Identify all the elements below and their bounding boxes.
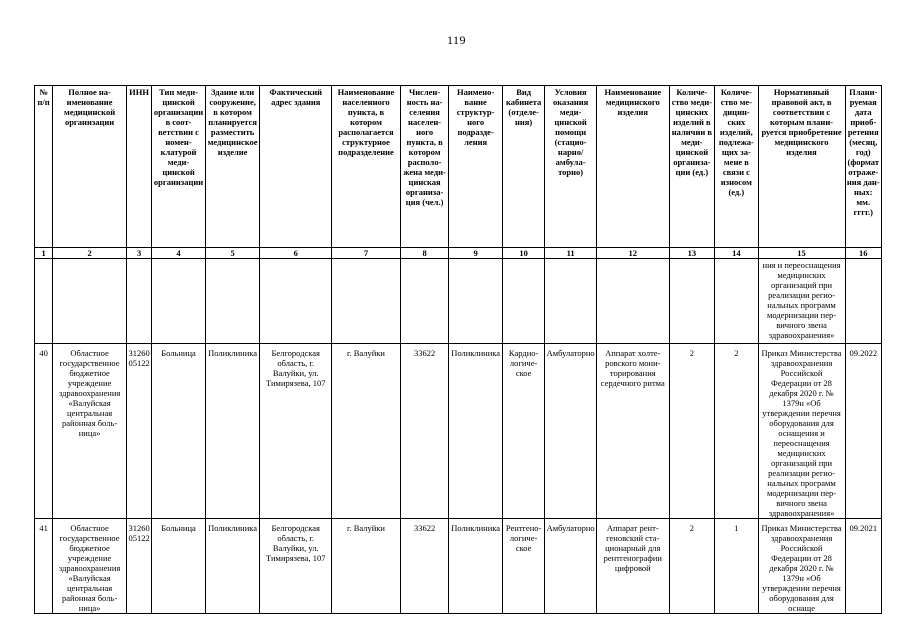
column-number: 2 xyxy=(53,248,127,259)
empty-cell xyxy=(53,259,127,344)
empty-cell xyxy=(35,259,53,344)
empty-cell xyxy=(449,259,503,344)
column-number-row xyxy=(35,248,882,259)
empty-cell xyxy=(502,259,544,344)
column-number: 8 xyxy=(400,248,449,259)
empty-cell xyxy=(400,259,449,344)
header-row xyxy=(35,86,882,248)
table-row xyxy=(35,344,882,519)
qty-have-cell: 2 xyxy=(669,519,714,614)
empty-cell xyxy=(545,259,597,344)
population-cell: 33622 xyxy=(400,344,449,519)
column-number: 5 xyxy=(205,248,260,259)
qty-replace-cell: 2 xyxy=(715,344,758,519)
column-number: 4 xyxy=(152,248,206,259)
org-type-cell: Больница xyxy=(152,344,206,519)
act-cell: Приказ Министерства здравоохранения Российской Федерации от 28 декабря 2020 г. № 1379н «Об утверждении перечня оборудования для оснащения и переоснащения медицинских организаций при реализации региональных программ модернизации первичного звена здравоохранения» xyxy=(758,344,845,519)
column-number: 16 xyxy=(845,248,882,259)
header-cell-locality: Наименование населенного пункта, в котором располагается структурное подразделение xyxy=(332,86,401,248)
empty-cell xyxy=(669,259,714,344)
header-cell-no: № п/п xyxy=(35,86,53,248)
unit-cell: Поликлиника xyxy=(449,519,503,614)
column-number: 7 xyxy=(332,248,401,259)
cabinet-cell: Рентгенологическое xyxy=(502,519,544,614)
column-number: 11 xyxy=(545,248,597,259)
locality-cell: г. Валуйки xyxy=(332,519,401,614)
equipment-table xyxy=(34,85,882,614)
qty-replace-cell: 1 xyxy=(715,519,758,614)
header-cell-building: Здание или сооружение, в котором планируется разместить медицинское изделие xyxy=(205,86,260,248)
cabinet-cell: Кардиологическое xyxy=(502,344,544,519)
column-number: 12 xyxy=(596,248,669,259)
empty-cell xyxy=(596,259,669,344)
empty-cell xyxy=(845,259,882,344)
header-cell-device: Наименование медицинского изделия xyxy=(596,86,669,248)
empty-cell xyxy=(332,259,401,344)
conditions-cell: Амбулаторно xyxy=(545,344,597,519)
header-cell-inn: ИНН xyxy=(126,86,151,248)
table-row xyxy=(35,519,882,614)
population-cell: 33622 xyxy=(400,519,449,614)
address-cell: Белгородская область, г. Валуйки, ул. Тимирязева, 107 xyxy=(260,519,332,614)
act-cell: Приказ Министерства здравоохранения Российской Федерации от 28 декабря 2020 г. № 1379н «Об утверждении перечня оборудования для оснаще xyxy=(758,519,845,614)
header-cell-conditions: Условия оказания медицинской помощи (стационарно/ амбулаторно) xyxy=(545,86,597,248)
empty-cell xyxy=(715,259,758,344)
building-cell: Поликлиника xyxy=(205,344,260,519)
row-number: 40 xyxy=(35,344,53,519)
qty-have-cell: 2 xyxy=(669,344,714,519)
column-number: 6 xyxy=(260,248,332,259)
continuation-row xyxy=(35,259,882,344)
inn-cell: 3126005122 xyxy=(126,519,151,614)
building-cell: Поликлиника xyxy=(205,519,260,614)
header-cell-qty-have: Количество медицинских изделий в наличии в медицинской организации (ед.) xyxy=(669,86,714,248)
column-number: 13 xyxy=(669,248,714,259)
empty-cell xyxy=(205,259,260,344)
conditions-cell: Амбулаторно xyxy=(545,519,597,614)
empty-cell xyxy=(152,259,206,344)
act-continuation-cell: ния и переоснащения медицинских организаций при реализации региональных программ модернизации первичного звена здравоохранения» xyxy=(758,259,845,344)
column-number: 3 xyxy=(126,248,151,259)
column-number: 10 xyxy=(502,248,544,259)
header-cell-qty-replace: Количество медицинских изделий, подлежащих замене в связи с износом (ед.) xyxy=(715,86,758,248)
header-cell-unit: Наименование структурного подразделения xyxy=(449,86,503,248)
org-name-cell: Областное государственное бюджетное учреждение здравоохранения «Валуйская центральная районная больница» xyxy=(53,519,127,614)
header-cell-act: Нормативный правовой акт, в соответствии с которым планируется приобретение медицинского изделия xyxy=(758,86,845,248)
header-cell-org: Полное наименование медицинской организации xyxy=(53,86,127,248)
empty-cell xyxy=(260,259,332,344)
locality-cell: г. Валуйки xyxy=(332,344,401,519)
empty-cell xyxy=(126,259,151,344)
org-name-cell: Областное государственное бюджетное учреждение здравоохранения «Валуйская центральная районная больница» xyxy=(53,344,127,519)
address-cell: Белгородская область, г. Валуйки, ул. Тимирязева, 107 xyxy=(260,344,332,519)
header-cell-cabinet: Вид кабинета (отделения) xyxy=(502,86,544,248)
header-cell-address: Фактический адрес здания xyxy=(260,86,332,248)
page-number: 119 xyxy=(446,33,467,47)
column-number: 1 xyxy=(35,248,53,259)
inn-cell: 3126005122 xyxy=(126,344,151,519)
org-type-cell: Больница xyxy=(152,519,206,614)
header-cell-type: Тип медицинской организации в соответствии с номенклатурой медицинской организации xyxy=(152,86,206,248)
unit-cell: Поликлиника xyxy=(449,344,503,519)
column-number: 14 xyxy=(715,248,758,259)
row-number: 41 xyxy=(35,519,53,614)
date-cell: 09.2022 xyxy=(845,344,882,519)
date-cell: 09.2021 xyxy=(845,519,882,614)
column-number: 9 xyxy=(449,248,503,259)
device-cell: Аппарат холтеровского мониторирования сердечного ритма xyxy=(596,344,669,519)
header-cell-date: Планируемая дата приобретения (месяц, год) (формат отражения данных: мм. гггг.) xyxy=(845,86,882,248)
column-number: 15 xyxy=(758,248,845,259)
header-cell-population: Численность населения населенного пункта, в котором расположена медицинская организация (чел.) xyxy=(400,86,449,248)
device-cell: Аппарат рентгеновский стационарный для рентгенографии цифровой xyxy=(596,519,669,614)
